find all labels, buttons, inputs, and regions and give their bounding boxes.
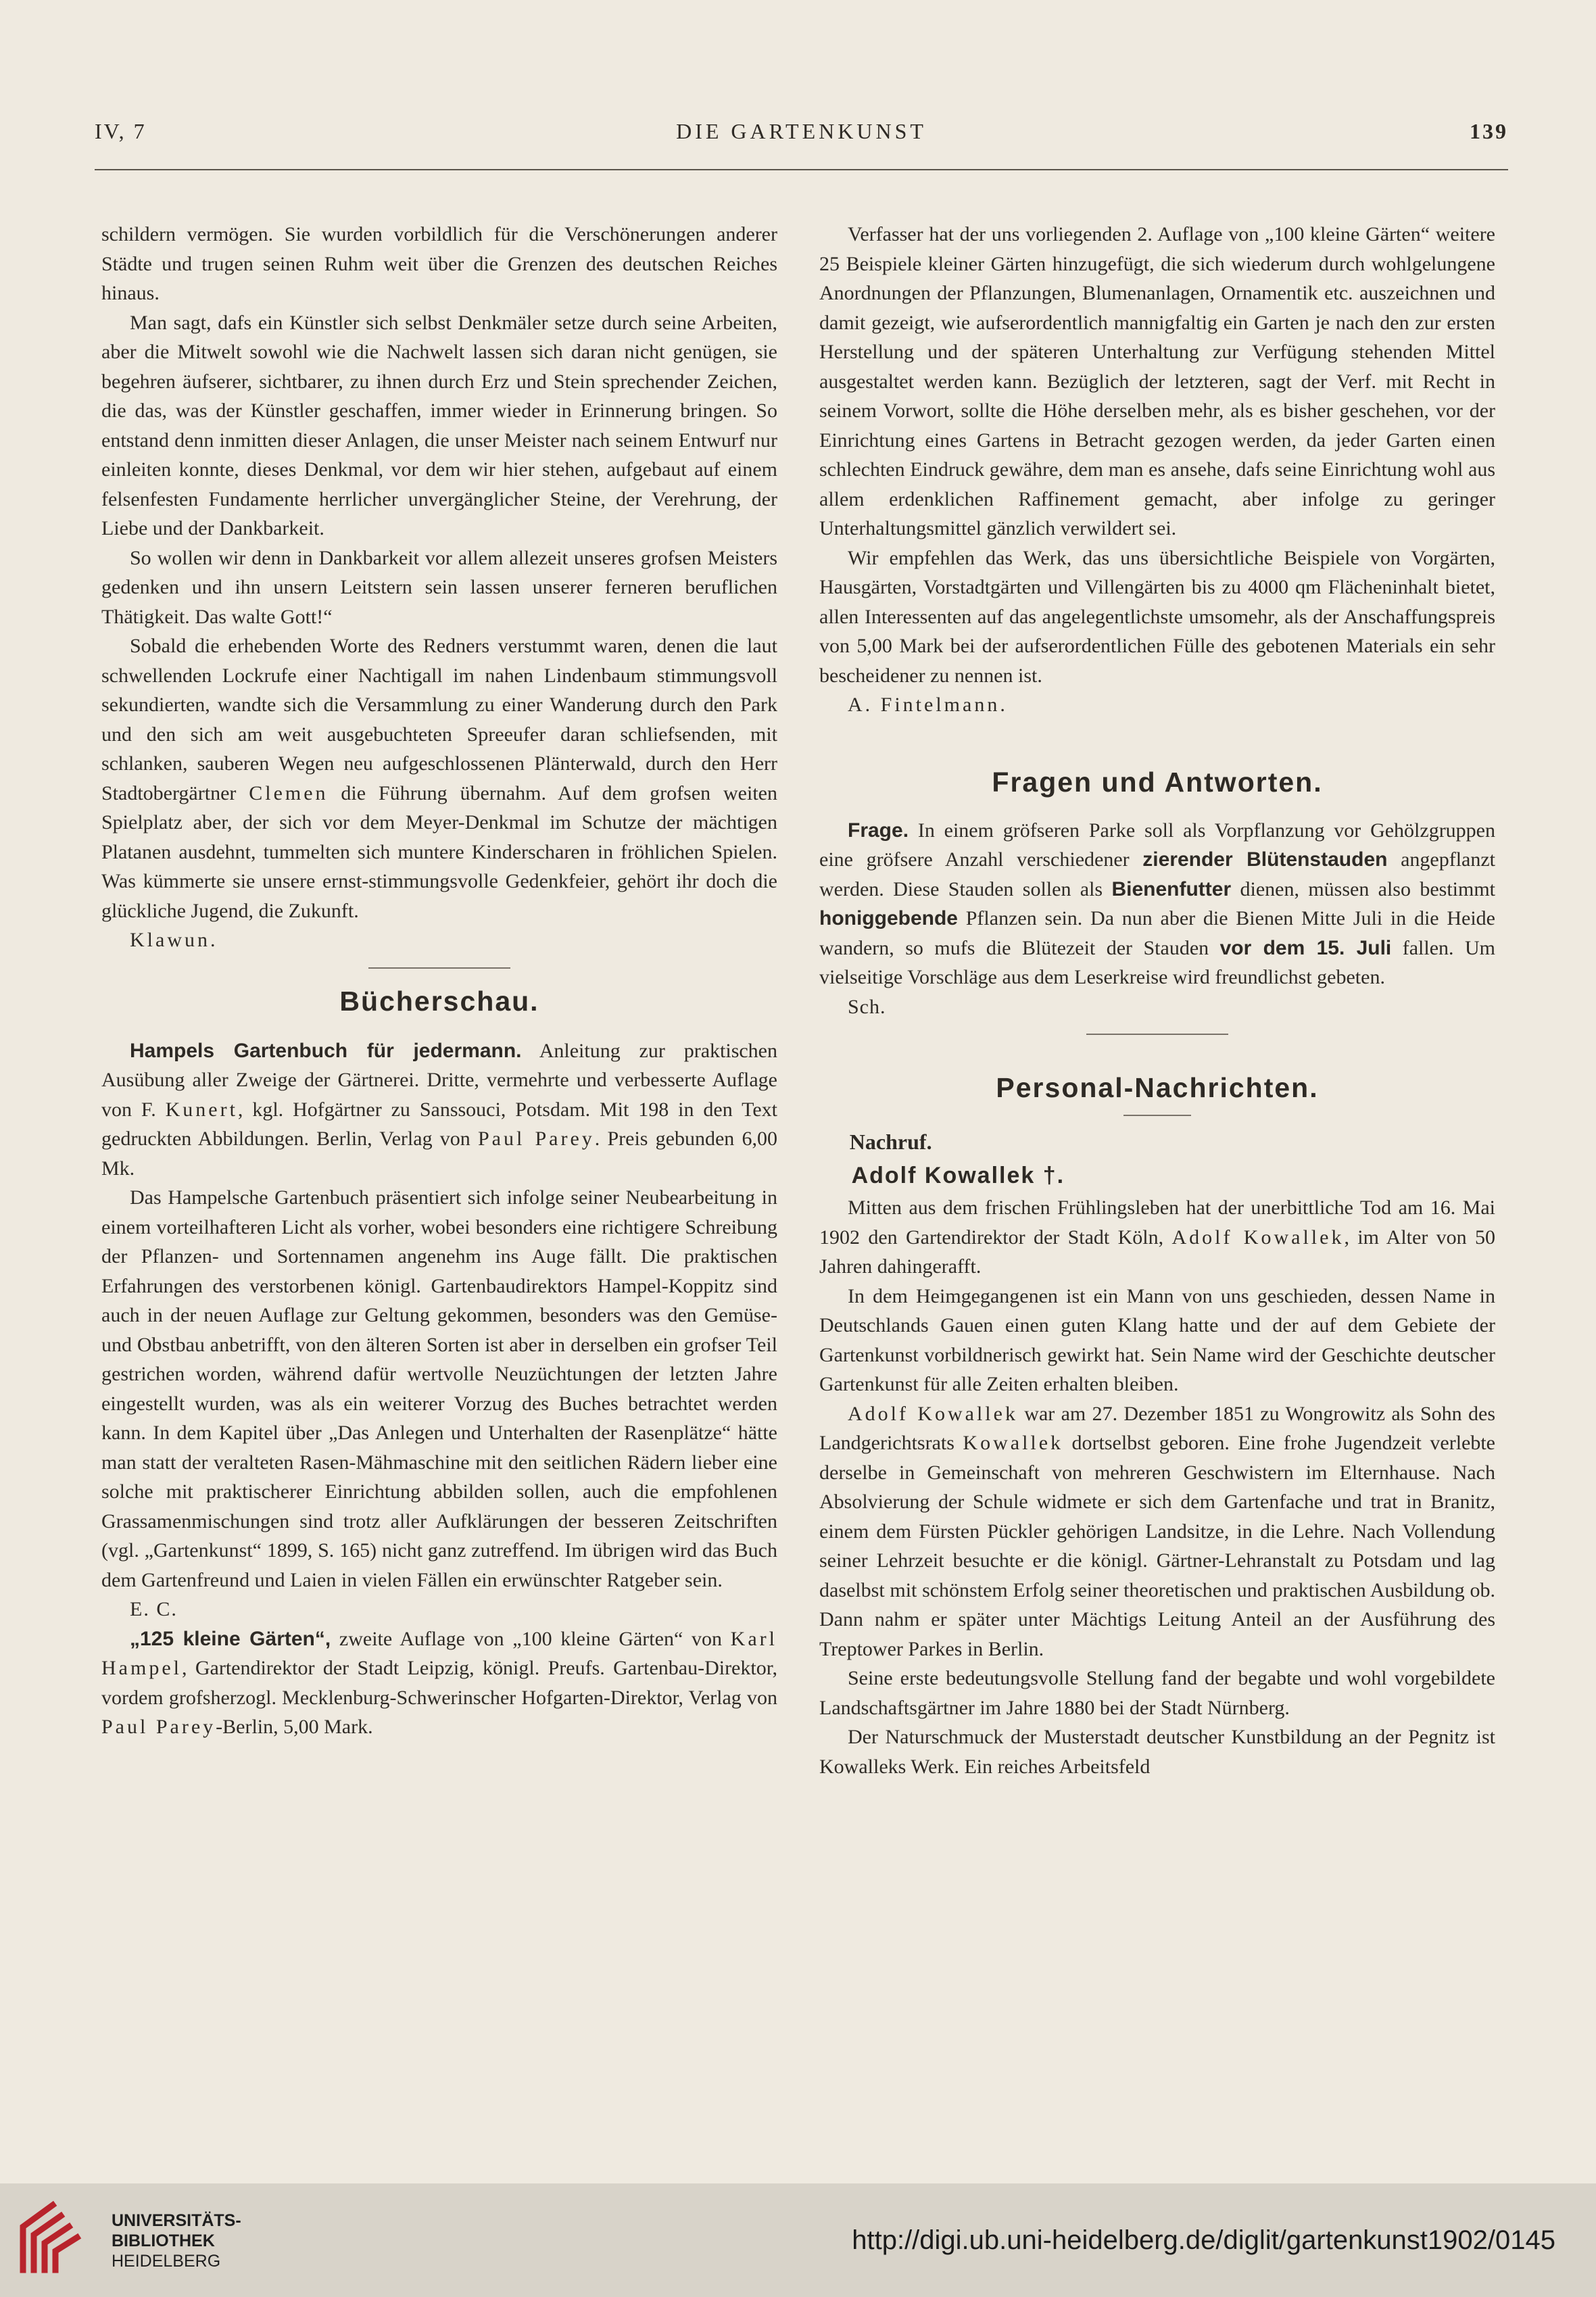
section-heading-questions: Fragen und Antworten. [992, 766, 1323, 798]
book-entry: „125 kleine Gärten“, zweite Auflage von „100 kleine Gärten“ von Karl Hampel, Gartendirektor der Stadt Leipzig, königl. Preufs. Gartenbau-Direktor, vordem grofsherzogl. Mecklenburg-Schwerinscher Hofgarten-Direktor, Verlag von Paul Parey-Berlin, 5,00 Mark. [101, 1627, 777, 1738]
paragraph: Man sagt, dafs ein Künstler sich selbst Denkmäler setze durch seine Arbeiten, aber die Mitwelt sowohl wie die Nachwelt lassen sich daran nicht genügen, sie begehren äufserer, sichtbarer, zu ihnen durch Erz und Stein sprechender Zeichen, die das, was der Künstler geschaffen, immer wieder in Erinnerung bringen. So entstand denn inmitten dieser Anlagen, die unser Meister nach seinem Entwurf nur einleiten konnte, dieses Denkmal, vor dem wir hier stehen, aufgebaut auf einem felsenfesten Fundamente herrlicher unvergänglicher Steine, der Verehrung, der Liebe und der Dankbarkeit. [101, 311, 777, 539]
signature: A. Fintelmann. [848, 694, 1008, 716]
volume-number: IV, 7 [95, 119, 147, 143]
paragraph: Verfasser hat der uns vorliegenden 2. Auflage von „100 kleine Gärten“ weitere 25 Beispiele kleiner Gärten hinzugefügt, die sich wiederum durch wohlgelungene Anordnungen der Pflanzungen, Blumenanlagen, Ornamentik etc. auszeichnen und damit gezeigt, wie aufserordentlich mannigfaltig ein Garten je nach den zur ersten Herstellung und der späteren Unterhaltung zur Verfügung stehenden Mittel ausgestaltet werden kann. Bezüglich der letzteren, sagt der Verf. mit Recht in seinem Vorwort, sollte die Höhe derselben mehr, als es bisher geschehen, vor der Einrichtung eines Gartens in Betracht gezogen werden, da jeder Garten einen schlechten Eindruck gewähre, dem man es ansehe, dafs seine Einrichtung wohl aus allem erdenklichen Raffinement gemacht, aber infolge zu geringer Unterhaltungsmittel gänzlich verwildert sei. [819, 223, 1495, 539]
person-name: Clemen [249, 781, 329, 804]
paragraph: In dem Heimgegangenen ist ein Mann von uns geschieden, dessen Name in Deutschlands Gauen einen guten Klang hatte und der auf dem Gebiete der Gartenkunst vorbildnerisch gewirkt hat. Sein Name wird der Geschichte deutscher Gartenkunst für alle Zeiten erhalten bleiben. [819, 1284, 1495, 1395]
left-column [101, 220, 777, 1742]
paragraph: Das Hampelsche Gartenbuch präsentiert sich infolge seiner Neubearbeitung in einem vorteilhafteren Licht als vorher, wobei besonders eine richtigere Schreibung der Pflanzen- und Sortennamen angenehm ins Auge fällt. Die praktischen Erfahrungen des verstorbenen königl. Gartenbaudirektors Hampel-Koppitz sind auch in der neuen Auflage zur Geltung gekommen, besonders was den Gemüse- und Obstbau anbetrifft, von den älteren Sorten ist aber in derselben ein grofser Teil gestrichen worden, während dafür wertvolle Neuzüchtungen der letzten Jahre eingestellt wurden, was als ein weiterer Vorzug des Buches betrachtet werden kann. In dem Kapitel über „Das Anlegen und Unterhalten der Rasenplätze“ hätte man statt der veralteten Rasen-Mähmaschine mit den seitlichen Rädern lieber eine solche mit praktischerer Einrichtung abbilden sollen, auch die empfohlenen Grassamenmischungen sind trotz aller Aufklärungen der besseren Zeitschriften (vgl. „Gartenkunst“ 1899, S. 165) nicht ganz zutreffend. Im übrigen wird das Buch dem Gartenfreund und Laien in vielen Fällen ein erwünschter Ratgeber sein. [101, 1186, 777, 1591]
obituary-name: Adolf Kowallek †. [851, 1163, 1065, 1188]
paragraph: Adolf Kowallek war am 27. Dezember 1851 zu Wongrowitz als Sohn des Landgerichtsrats Kowallek dortselbst geboren. Eine frohe Jugendzeit verlebte derselbe in Gemeinschaft von mehreren Geschwistern im Elternhause. Nach Absolvierung der Schule widmete er sich dem Gartenfache und trat in Branitz, einem dem Fürsten Pückler gehörigen Landsitze, in die Lehre. Nach Vollendung seiner Lehrzeit besuchte er die königl. Gärtner-Lehranstalt zu Potsdam und lag daselbst mit schönstem Erfolg seiner theoretischen und praktischen Ausbildung ob. Dann nahm er später unter Mächtigs Leitung Anteil an der Ausführung des Treptower Parkes in Berlin. [819, 1402, 1496, 1660]
journal-title: DIE GARTENKUNST [676, 119, 927, 143]
signature: Sch. [848, 995, 886, 1018]
book-entry: Hampels Gartenbuch für jedermann. Anleitung zur praktischen Ausübung aller Zweige der Gärtnerei. Dritte, vermehrte und verbesserte Auflage von F. Kunert, kgl. Hofgärtner zu Sanssouci, Potsdam. Mit 198 in den Text gedruckten Abbildungen. Berlin, Verlag von Paul Parey. Preis gebunden 6,00 Mk. [101, 1039, 777, 1180]
digital-library-footer [0, 2183, 1596, 2297]
library-name: UNIVERSITÄTS- BIBLIOTHEK HEIDELBERG [112, 2211, 241, 2271]
paragraph: Mitten aus dem frischen Frühlingsleben hat der unerbittliche Tod am 16. Mai 1902 den Gartendirektor der Stadt Köln, Adolf Kowallek, im Alter von 50 Jahren dahingerafft. [819, 1196, 1496, 1278]
section-heading-personal-news: Personal-Nachrichten. [996, 1072, 1319, 1103]
paragraph: So wollen wir denn in Dankbarkeit vor allem allezeit unseres grofsen Meisters gedenken und ihn unsern Leitstern sein lassen unserer ferneren beruflichen Thätigkeit. Das walte Gott!“ [101, 546, 777, 628]
paragraph: Wir empfehlen das Werk, das uns übersichtliche Beispiele von Vorgärten, Hausgärten, Vorstadtgärten und Villengärten bis zu 4000 qm Flächeninhalt bietet, allen Interessenten auf das angelegentlichste umsomehr, als der Anschaffungspreis von 5,00 Mark bei der aufserordentlichen Fülle des gebotenen Materials ein sehr bescheidener zu nennen ist. [819, 546, 1495, 687]
book-title: Hampels Gartenbuch für jedermann. [130, 1039, 522, 1062]
section-heading-book-reviews: Bücherschau. [339, 985, 539, 1017]
paragraph: Seine erste bedeutungsvolle Stellung fand der begabte und wohl vorgebildete Landschaftsgärtner im Jahre 1880 bei der Stadt Nürnberg. [819, 1667, 1495, 1719]
header-divider [95, 169, 1508, 170]
question-label: Frage. [848, 819, 909, 842]
paragraph: Der Naturschmuck der Musterstadt deutscher Kunstbildung an der Pegnitz ist Kowalleks Werk. Ein reiches Arbeitsfeld [819, 1726, 1495, 1778]
book-title: „125 kleine Gärten“, [130, 1627, 331, 1650]
paragraph: schildern vermögen. Sie wurden vorbildlich für die Verschönerungen anderer Städte und trugen seinen Ruhm weit über die Grenzen des deutschen Reiches hinaus. [101, 223, 777, 304]
permalink-url[interactable]: http://digi.ub.uni-heidelberg.de/diglit/gartenkunst1902/0145 [852, 2225, 1555, 2255]
obituary-label: Nachruf. [849, 1130, 932, 1154]
page-number: 139 [1470, 119, 1508, 143]
running-header [95, 114, 1508, 154]
signature: E. C. [130, 1598, 178, 1620]
university-library-logo-icon [14, 2196, 97, 2279]
signature: Klawun. [130, 929, 218, 951]
question-entry: Frage. In einem gröfseren Parke soll als Vorpflanzung vor Gehölzgruppen eine gröfsere Anzahl verschiedener zierender Blütenstauden angepflanzt werden. Diese Stauden sollen als Bienenfutter dienen, müssen also bestimmt honiggebende Pflanzen sein. Da nun aber die Bienen Mitte Juli in die Heide wandern, so mufs die Blütezeit der Stauden vor dem 15. Juli fallen. Um vielseitige Vorschläge aus dem Leserkreise wird freundlichst gebeten. [819, 819, 1495, 988]
paragraph: Sobald die erhebenden Worte des Redners verstummt waren, denen die laut schwellenden Lockrufe einer Nachtigall im nahen Lindenbaum stimmungsvoll sekundierten, wandte sich die Versammlung zu einer Wanderung durch den Park und den sich am weit ausgebuchteten Spreeufer daran schliefsenden, mit schlanken, sauberen Wegen neu aufgeschlossenen Plänterwald, durch den Herr Stadtobergärtner Clemen die Führung übernahm. Auf dem grofsen weiten Spielplatz aber, der sich vor dem Meyer-Denkmal im Schutze der mächtigen Platanen ausdehnt, tummelten sich muntere Kinderscharen in fröhlichen Spielen. Was kümmerte sie unsere ernst-stimmungsvolle Gedenkfeier, gehört ihr doch die glückliche Jugend, die Zukunft. [101, 635, 777, 922]
right-column [819, 220, 1495, 1781]
